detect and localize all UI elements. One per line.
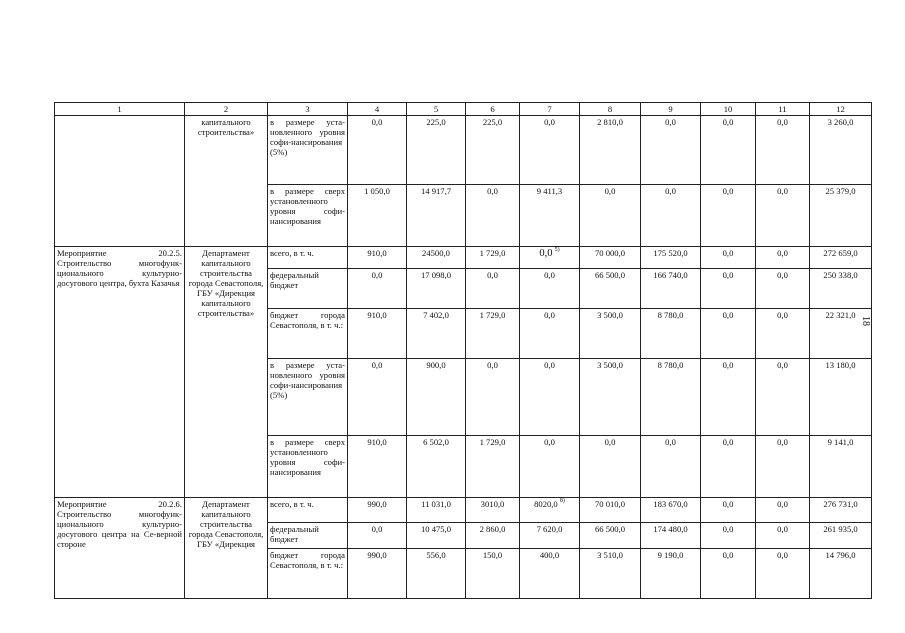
measure-title-cell	[55, 116, 185, 247]
value-cell: 0,0	[348, 116, 407, 185]
column-number: 9	[641, 103, 701, 116]
value-cell: 910,0	[348, 308, 407, 358]
column-number: 11	[756, 103, 810, 116]
value-cell: 0,0	[701, 269, 756, 308]
value-cell: 0,0	[701, 359, 756, 436]
funding-source-label: в размере уста-новленного уровня софи-нансирования (5%)	[268, 359, 348, 436]
value-cell: 0,0	[348, 359, 407, 436]
value-cell: 24500,0	[407, 247, 466, 269]
value-cell: 8 780,0	[641, 308, 701, 358]
value-cell: 0,0	[756, 247, 810, 269]
value-cell: 10 475,0	[407, 523, 466, 548]
column-number: 6	[466, 103, 520, 116]
budget-table	[54, 102, 872, 599]
value-cell: 225,0	[407, 116, 466, 185]
column-number: 5	[407, 103, 466, 116]
value-cell: 0,0	[641, 116, 701, 185]
value-cell: 2 810,0	[580, 116, 641, 185]
value-cell: 0,0	[756, 523, 810, 548]
value-cell: 174 480,0	[641, 523, 701, 548]
value-cell: 910,0	[348, 247, 407, 269]
executor-cell: Департамент капитального строительства города Севастополя, ГБУ «Дирекция капитального строительства»	[185, 247, 268, 498]
value-cell: 11 031,0	[407, 498, 466, 523]
value-cell: 0,0	[520, 269, 580, 308]
value-cell: 70 000,0	[580, 247, 641, 269]
value-cell: 0,0	[520, 435, 580, 498]
value-cell: 3010,0	[466, 498, 520, 523]
funding-source-label: в размере сверх установленного уровня софи-нансирования	[268, 435, 348, 498]
value-cell: 910,0	[348, 435, 407, 498]
value-cell: 0,0	[580, 184, 641, 247]
table-row	[55, 116, 872, 185]
value-cell: 0,0	[701, 548, 756, 598]
value-cell: 9 190,0	[641, 548, 701, 598]
value-cell: 990,0	[348, 498, 407, 523]
value-cell: 9 411,3	[520, 184, 580, 247]
value-cell: 25 379,0	[810, 184, 872, 247]
column-number: 8	[580, 103, 641, 116]
page-number: 18	[860, 316, 871, 326]
column-number: 7	[520, 103, 580, 116]
value-cell: 150,0	[466, 548, 520, 598]
value-cell: 0,0	[756, 184, 810, 247]
value-cell: 1 729,0	[466, 308, 520, 358]
value-cell: 8 780,0	[641, 359, 701, 436]
value-cell: 66 500,0	[580, 269, 641, 308]
value-cell: 556,0	[407, 548, 466, 598]
value-cell: 6 502,0	[407, 435, 466, 498]
executor-cell: Департамент капитального строительства города Севастополя, ГБУ «Дирекция	[185, 498, 268, 599]
value-cell: 0,0	[756, 116, 810, 185]
value-cell: 0,0	[701, 184, 756, 247]
column-number: 12	[810, 103, 872, 116]
value-cell: 3 500,0	[580, 359, 641, 436]
value-cell: 3 260,0	[810, 116, 872, 185]
value-cell: 3 500,0	[580, 308, 641, 358]
funding-source-label: федеральный бюджет	[268, 523, 348, 548]
value-cell: 0,0	[466, 184, 520, 247]
value-cell: 0,0	[701, 308, 756, 358]
value-cell: 0,0	[641, 435, 701, 498]
value-cell: 13 180,0	[810, 359, 872, 436]
value-cell: 261 935,0	[810, 523, 872, 548]
value-cell: 70 010,0	[580, 498, 641, 523]
value-cell: 0,0	[701, 247, 756, 269]
footnote-mark: 8)	[559, 498, 565, 505]
column-number: 10	[701, 103, 756, 116]
value-cell: 9 141,0	[810, 435, 872, 498]
value-cell: 0,0	[466, 269, 520, 308]
value-cell	[520, 498, 580, 523]
value-cell: 0,0	[348, 269, 407, 308]
value-cell: 3 510,0	[580, 548, 641, 598]
value-cell: 0,0	[701, 435, 756, 498]
value-cell: 272 659,0	[810, 247, 872, 269]
funding-source-label: бюджет города Севастополя, в т. ч.:	[268, 308, 348, 358]
value-cell	[520, 247, 580, 269]
value-cell: 0,0	[580, 435, 641, 498]
value-cell: 66 500,0	[580, 523, 641, 548]
value-cell: 14 796,0	[810, 548, 872, 598]
value-cell: 0,0	[701, 498, 756, 523]
funding-source-label: всего, в т. ч.	[268, 247, 348, 269]
value-cell: 0,0	[701, 116, 756, 185]
value-cell: 2 860,0	[466, 523, 520, 548]
value-cell: 0,0	[756, 359, 810, 436]
value-cell: 22 321,0	[810, 308, 872, 358]
value-cell: 990,0	[348, 548, 407, 598]
value-cell: 0,0	[641, 184, 701, 247]
value-cell: 1 729,0	[466, 247, 520, 269]
value-cell: 166 740,0	[641, 269, 701, 308]
value-cell: 17 098,0	[407, 269, 466, 308]
value-cell: 0,0	[520, 359, 580, 436]
column-number: 2	[185, 103, 268, 116]
footnote-mark: 5)	[554, 247, 560, 254]
value-cell: 1 050,0	[348, 184, 407, 247]
value-cell: 0,0	[466, 359, 520, 436]
measure-title-cell: Мероприятие 20.2.6. Строительство многофунк-ционального культурно-досугового центра на Се-верной стороне	[55, 498, 185, 599]
value-cell: 0,0	[756, 435, 810, 498]
value-cell: 225,0	[466, 116, 520, 185]
funding-source-label: в размере уста-новленного уровня софи-нансирования (5%)	[268, 116, 348, 185]
value-text: 0,0	[539, 248, 553, 260]
column-number: 1	[55, 103, 185, 116]
measure-title-cell: Мероприятие 20.2.5. Строительство многофунк-ционального культурно-досугового центра, бухта Казачья	[55, 247, 185, 498]
value-cell: 900,0	[407, 359, 466, 436]
value-cell: 276 731,0	[810, 498, 872, 523]
funding-source-label: всего, в т. ч.	[268, 498, 348, 523]
value-cell: 0,0	[756, 269, 810, 308]
column-number: 4	[348, 103, 407, 116]
value-cell: 0,0	[520, 308, 580, 358]
column-number-row	[55, 103, 872, 116]
funding-source-label: бюджет города Севастополя, в т. ч.:	[268, 548, 348, 598]
value-cell: 7 620,0	[520, 523, 580, 548]
value-cell: 0,0	[756, 548, 810, 598]
value-cell: 7 402,0	[407, 308, 466, 358]
value-cell: 1 729,0	[466, 435, 520, 498]
value-cell: 0,0	[756, 308, 810, 358]
value-cell: 250 338,0	[810, 269, 872, 308]
value-cell: 0,0	[348, 523, 407, 548]
table-row	[55, 498, 872, 523]
value-text: 8020,0	[534, 499, 558, 510]
table-row	[55, 247, 872, 269]
value-cell: 0,0	[520, 116, 580, 185]
executor-cell: капитального строительства»	[185, 116, 268, 247]
value-cell: 0,0	[701, 523, 756, 548]
value-cell: 183 670,0	[641, 498, 701, 523]
column-number: 3	[268, 103, 348, 116]
funding-source-label: федеральный бюджет	[268, 269, 348, 308]
value-cell: 175 520,0	[641, 247, 701, 269]
value-cell: 14 917,7	[407, 184, 466, 247]
funding-source-label: в размере сверх установленного уровня софи-нансирования	[268, 184, 348, 247]
value-cell: 400,0	[520, 548, 580, 598]
value-cell: 0,0	[756, 498, 810, 523]
